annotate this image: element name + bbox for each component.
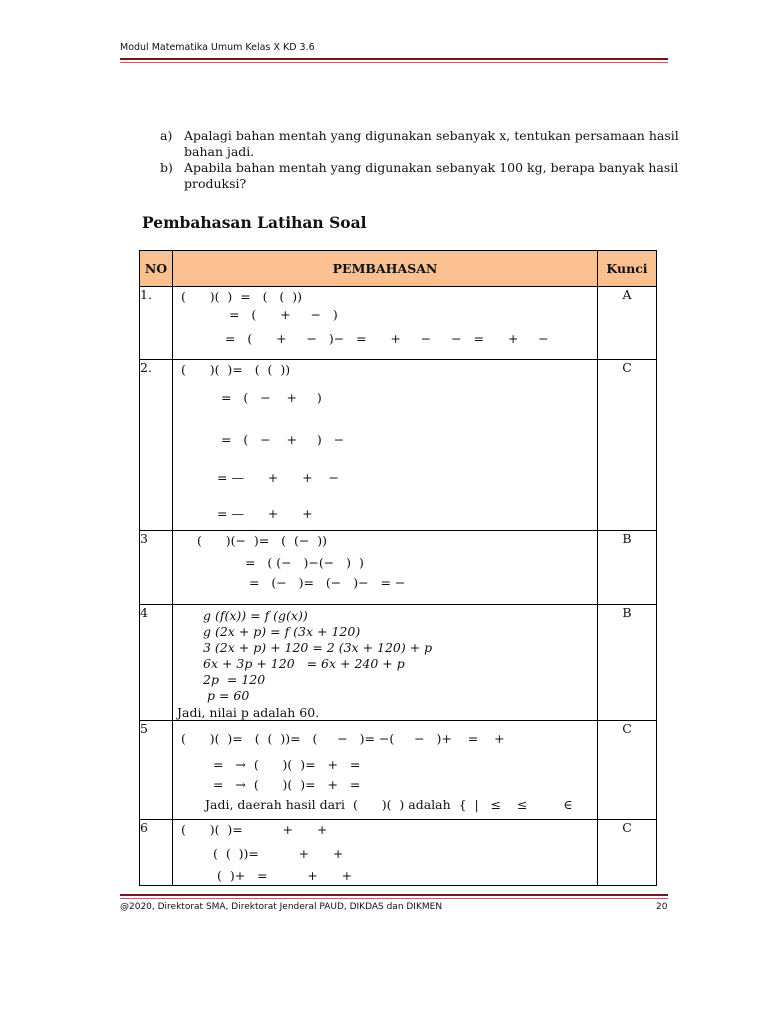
math-line: = → ( )( )= + =: [213, 777, 361, 792]
header-pembahasan: PEMBAHASAN: [173, 251, 598, 287]
math-line: g (2x + p) = f (3x + 120): [203, 624, 361, 639]
math-line: = ( + − ): [229, 307, 338, 322]
page-footer: @2020, Direktorat SMA, Direktorat Jenderal PAUD, DIKDAS dan DIKMEN: [120, 902, 443, 912]
math-line: ( )( ) = ( ( )): [181, 289, 303, 304]
row-number: 1.: [140, 287, 173, 360]
math-line: ( )+ = + +: [217, 868, 353, 883]
answer-key: B: [598, 605, 657, 721]
table-row: [140, 605, 657, 721]
math-line: = ( − + ) −: [221, 432, 345, 447]
row-number: 2.: [140, 360, 173, 531]
answer-key: A: [598, 287, 657, 360]
math-line: p = 60: [203, 688, 250, 703]
solution-cell: [173, 531, 598, 605]
solution-table: [139, 250, 657, 886]
row-number: 4: [140, 605, 173, 721]
math-line: 3 (2x + p) + 120 = 2 (3x + 120) + p: [203, 640, 433, 655]
header-no: NO: [140, 251, 173, 287]
page-number: 20: [656, 902, 668, 912]
header-rule-thin: [120, 62, 668, 63]
table-row: [140, 531, 657, 605]
footer-rule-thin: [120, 898, 668, 899]
answer-key: B: [598, 531, 657, 605]
solution-cell: [173, 605, 598, 721]
math-line: ( )(− )= ( (− )): [197, 533, 328, 548]
answer-key: C: [598, 721, 657, 820]
answer-key: C: [598, 360, 657, 531]
solution-cell: [173, 287, 598, 360]
math-line: 6x + 3p + 120 = 6x + 240 + p: [203, 656, 405, 671]
header-kunci: Kunci: [598, 251, 657, 287]
answer-key: C: [598, 820, 657, 886]
math-line: = → ( )( )= + =: [213, 757, 361, 772]
solution-cell: [173, 360, 598, 531]
solution-cell: [173, 721, 598, 820]
question-a: a) Apalagi bahan mentah yang digunakan sebanyak x, tentukan persamaan hasil bahan jadi.: [160, 128, 679, 159]
table-header-row: [140, 251, 657, 287]
math-line: 2p = 120: [203, 672, 266, 687]
page-header: Modul Matematika Umum Kelas X KD 3.6: [120, 42, 315, 53]
footer-rule: [120, 894, 668, 896]
math-line: = ( (− )−(− ) ): [245, 555, 364, 570]
table-row: [140, 721, 657, 820]
math-line: = — + +: [217, 506, 313, 521]
math-line: = ( + − )− = + − − = + −: [225, 331, 549, 346]
row-number: 6: [140, 820, 173, 886]
math-line: g (f(x)) = f (g(x)): [203, 608, 308, 623]
solution-cell: [173, 820, 598, 886]
question-b: b) Apabila bahan mentah yang digunakan sebanyak 100 kg, berapa banyak hasil produksi?: [160, 160, 679, 191]
math-line: ( ( ))= + +: [213, 846, 344, 861]
row-number: 5: [140, 721, 173, 820]
section-title: Pembahasan Latihan Soal: [142, 213, 367, 232]
math-line: ( )( )= ( ( ))= ( − )= −( − )+ = +: [181, 731, 505, 746]
row-number: 3: [140, 531, 173, 605]
math-line: = ( − + ): [221, 390, 322, 405]
math-line: ( )( )= + +: [181, 822, 328, 837]
table-row: [140, 287, 657, 360]
conclusion-line: Jadi, daerah hasil dari ( )( ) adalah { | ≤ ≤ ∈: [205, 797, 573, 812]
table-row: [140, 820, 657, 886]
math-line: = (− )= (− )− = −: [249, 575, 406, 590]
conclusion-line: Jadi, nilai p adalah 60.: [177, 705, 320, 720]
math-line: ( )( )= ( ( )): [181, 362, 291, 377]
table-row: [140, 360, 657, 531]
header-rule: [120, 58, 668, 60]
math-line: = — + + −: [217, 470, 339, 485]
